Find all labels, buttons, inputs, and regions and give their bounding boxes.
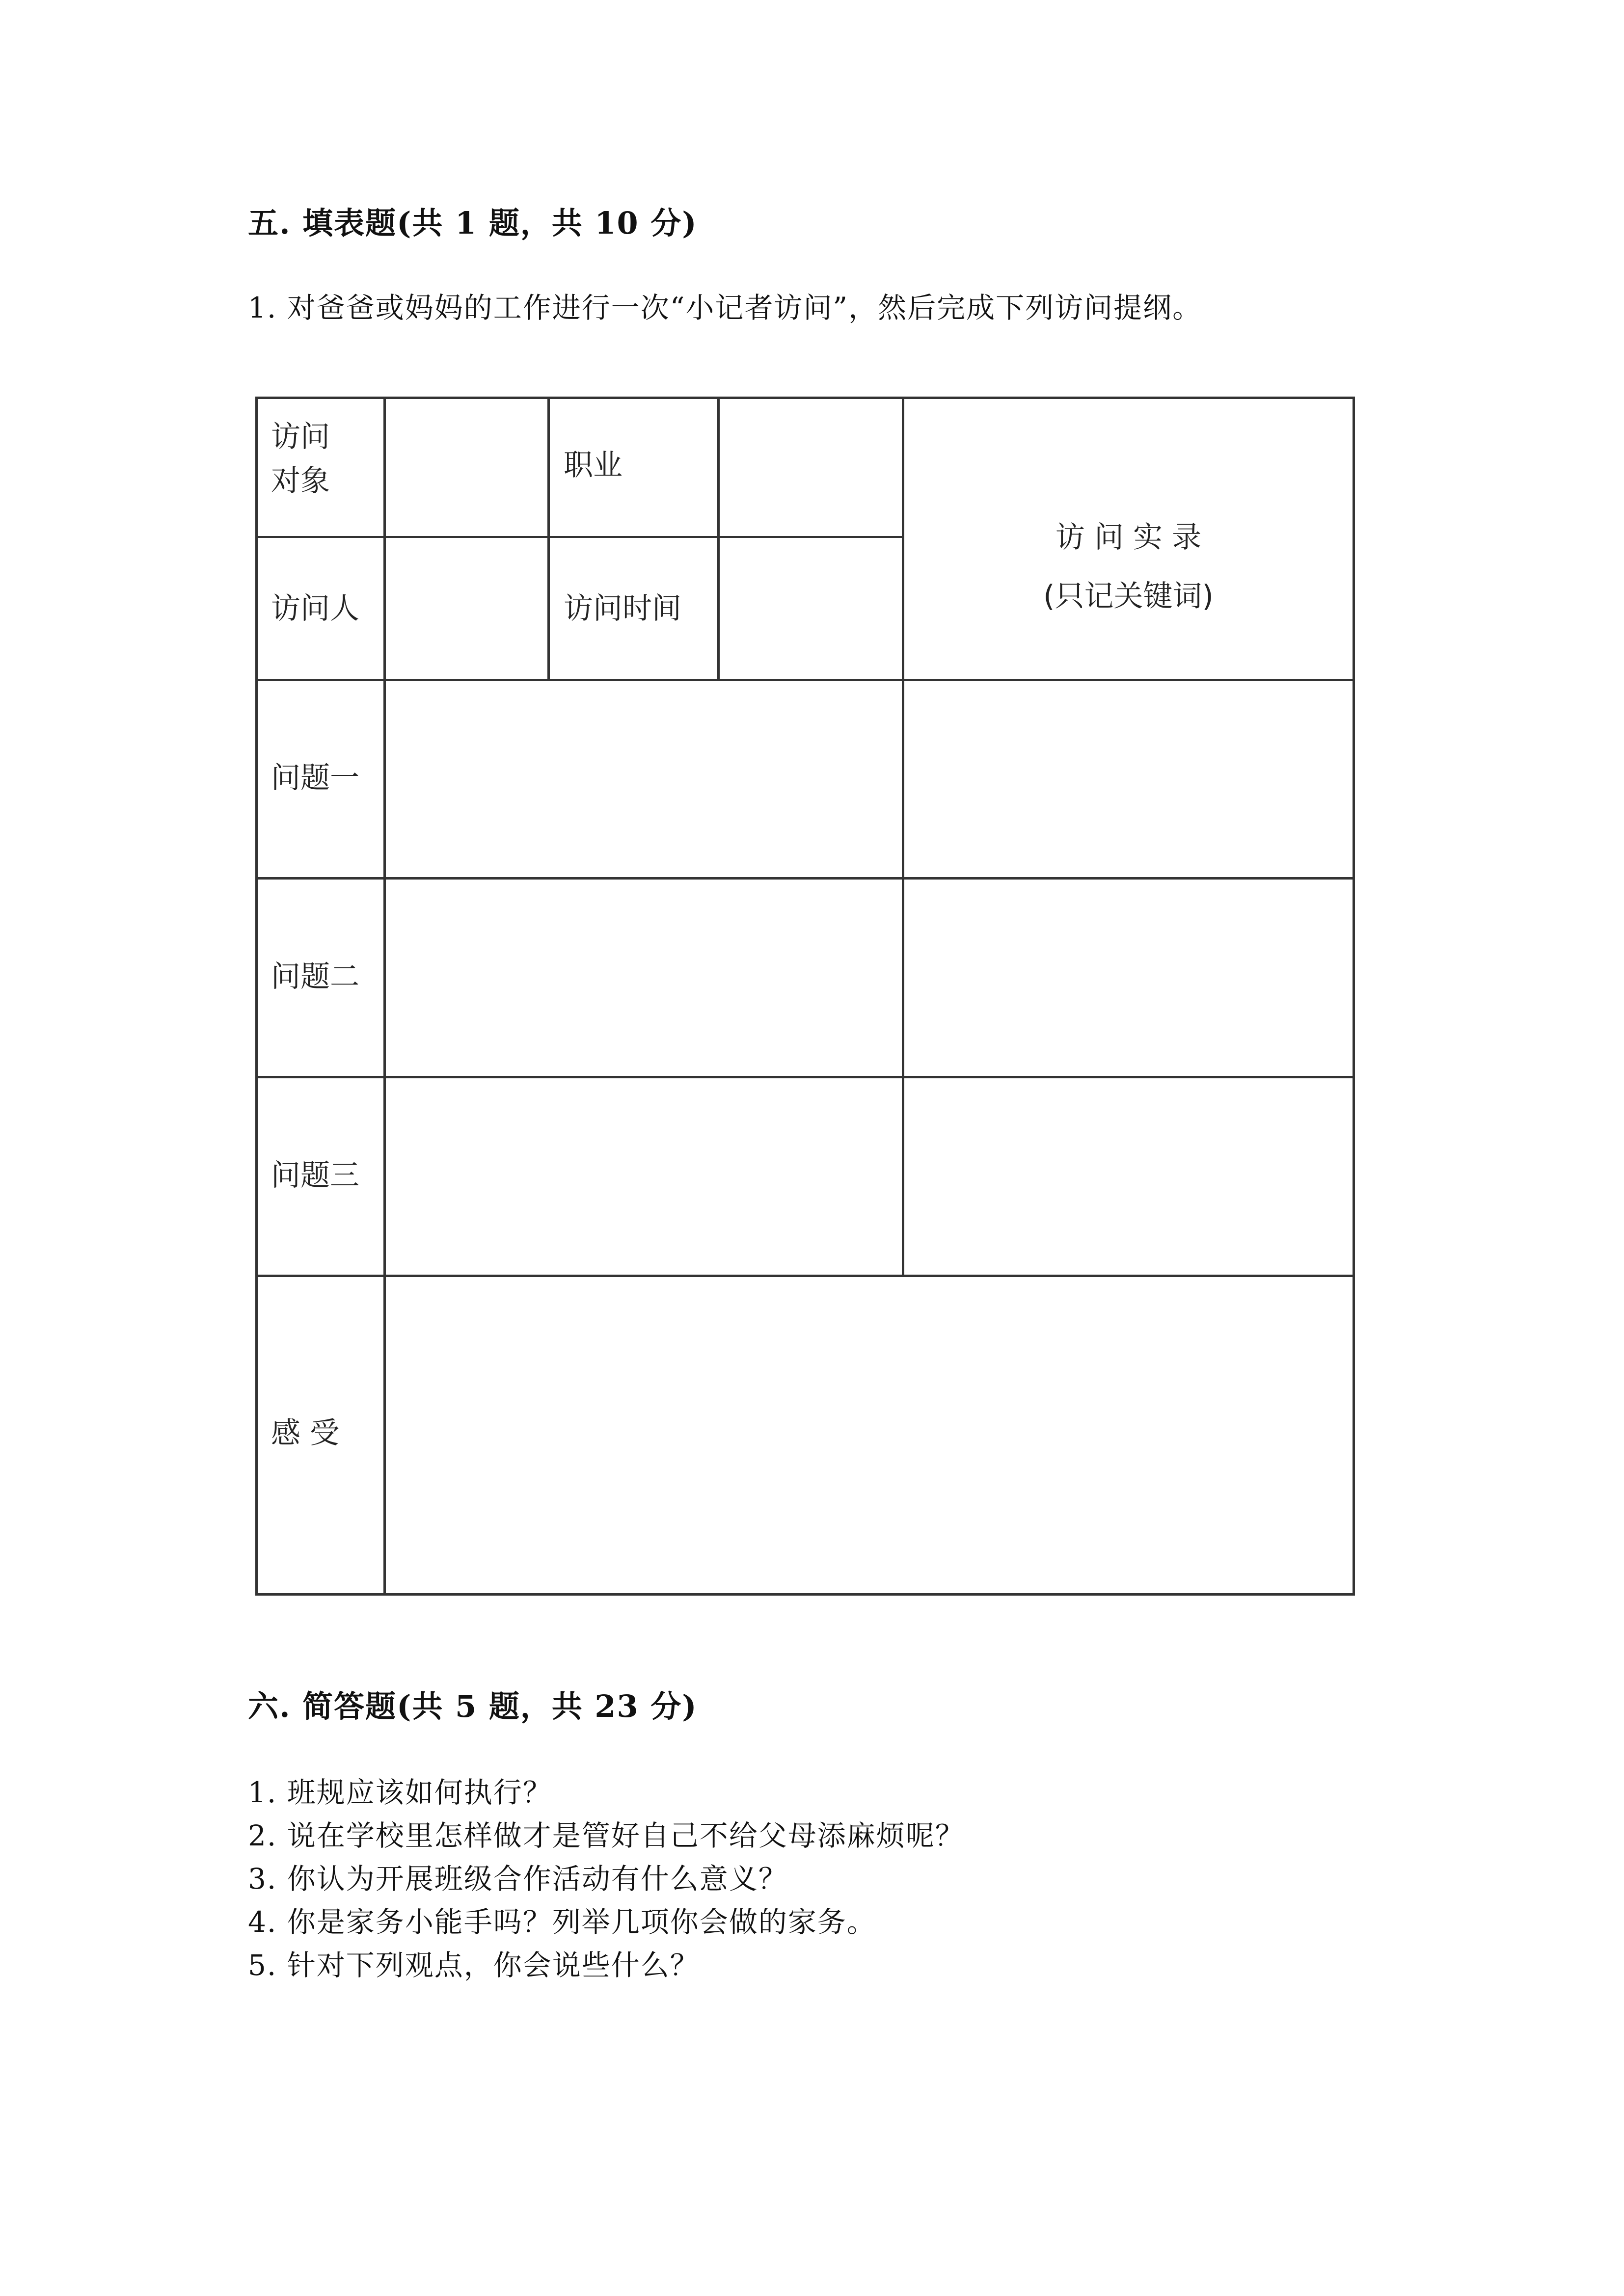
table-line <box>255 1593 1355 1596</box>
section5-heading: 五. 填表题(共 1 题，共 10 分) <box>248 205 698 241</box>
table-line <box>717 397 720 681</box>
section6-heading: 六. 简答题(共 5 题，共 23 分) <box>248 1688 698 1724</box>
interviewee-label <box>271 415 330 503</box>
interview-time-label: 访问时间 <box>564 591 681 626</box>
record-note: (只记关键词) <box>1043 579 1214 614</box>
short-answer-5: 5. 针对下列观点，你会说些什么？ <box>248 1949 700 1982</box>
feelings-label: 感 受 <box>271 1416 340 1450</box>
table-line <box>255 877 1355 880</box>
short-answer-1: 1. 班规应该如何执行？ <box>248 1776 552 1809</box>
short-answer-4: 4. 你是家务小能手吗？列举几项你会做的家务。 <box>248 1905 876 1939</box>
table-line <box>383 397 386 1596</box>
table-line <box>255 536 904 538</box>
table-line <box>255 1076 1355 1078</box>
short-answer-3: 3. 你认为开展班级合作活动有什么意义？ <box>248 1862 788 1896</box>
table-line <box>255 679 1355 681</box>
occupation-label: 职业 <box>564 448 623 482</box>
question3-label: 问题三 <box>271 1158 359 1193</box>
short-answer-2: 2. 说在学校里怎样做才是管好自己不给父母添麻烦呢？ <box>248 1819 965 1852</box>
table-line <box>547 397 550 681</box>
question1-label: 问题一 <box>271 761 359 795</box>
table-line <box>1353 397 1355 1596</box>
interviewee-label-line1: 访问 <box>271 420 330 454</box>
question2-label: 问题二 <box>271 960 359 994</box>
record-title: 访 问 实 录 <box>1055 520 1202 555</box>
question-1-text: 1. 对爸爸或妈妈的工作进行一次“小记者访问”，然后完成下列访问提纲。 <box>248 291 1202 324</box>
interviewee-label-line2: 对象 <box>271 464 330 498</box>
table-line <box>255 397 1355 399</box>
table-line <box>255 1275 1355 1277</box>
interviewer-label: 访问人 <box>271 591 359 626</box>
table-line <box>255 397 258 1596</box>
